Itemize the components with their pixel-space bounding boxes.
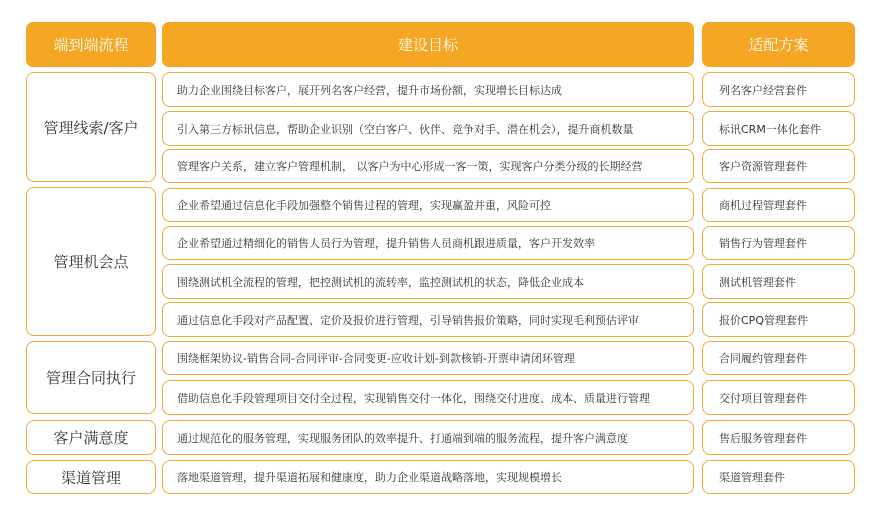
goal-row: 企业希望通过精细化的销售人员行为管理，提升销售人员商机跟进质量，客户开发效率 [162,226,694,260]
goal-row: 管理客户关系，建立客户管理机制， 以客户为中心形成一客一策，实现客户分类分级的长期经营 [162,149,694,183]
solution-item: 交付项目管理套件 [702,380,855,415]
solution-item: 客户资源管理套件 [702,149,855,183]
solution-item: 商机过程管理套件 [702,188,855,222]
goal-row: 企业希望通过信息化手段加强整个销售过程的管理，实现赢盈并重，风险可控 [162,188,694,222]
solution-item: 合同履约管理套件 [702,341,855,375]
header-solutions: 适配方案 [702,22,855,67]
category-channel-management: 渠道管理 [26,460,156,494]
category-contract-execution: 管理合同执行 [26,341,156,414]
goal-row: 落地渠道管理，提升渠道拓展和健康度，助力企业渠道战略落地，实现规模增长 [162,460,694,494]
header-goals: 建设目标 [162,22,694,67]
goal-row: 通过信息化手段对产品配置、定价及报价进行管理，引导销售报价策略，同时实现毛利预估评审 [162,302,694,337]
category-opportunities: 管理机会点 [26,187,156,336]
goal-row: 围绕测试机全流程的管理，把控测试机的流转率，监控测试机的状态，降低企业成本 [162,264,694,299]
solution-item: 渠道管理套件 [702,460,855,494]
goal-row: 借助信息化手段管理项目交付全过程，实现销售交付一体化，围绕交付进度、成本、质量进行管理 [162,380,694,415]
solution-item: 测试机管理套件 [702,264,855,299]
solution-item: 标讯CRM一体化套件 [702,111,855,146]
header-process: 端到端流程 [26,22,156,67]
category-leads-customers: 管理线索/客户 [26,72,156,182]
goal-row: 通过规范化的服务管理，实现服务团队的效率提升、打通端到端的服务流程，提升客户满意度 [162,420,694,455]
solution-item: 售后服务管理套件 [702,420,855,455]
goal-row: 引入第三方标讯信息，帮助企业识别（空白客户、伙伴、竞争对手、潜在机会），提升商机数量 [162,111,694,146]
solution-item: 报价CPQ管理套件 [702,302,855,337]
category-customer-satisfaction: 客户满意度 [26,420,156,455]
goal-row: 围绕框架协议-销售合同-合同评审-合同变更-应收计划-到款核销-开票申请闭环管理 [162,341,694,375]
goal-row: 助力企业围绕目标客户，展开列名客户经营，提升市场份额，实现增长目标达成 [162,72,694,107]
solution-item: 销售行为管理套件 [702,226,855,260]
solution-item: 列名客户经营套件 [702,72,855,107]
